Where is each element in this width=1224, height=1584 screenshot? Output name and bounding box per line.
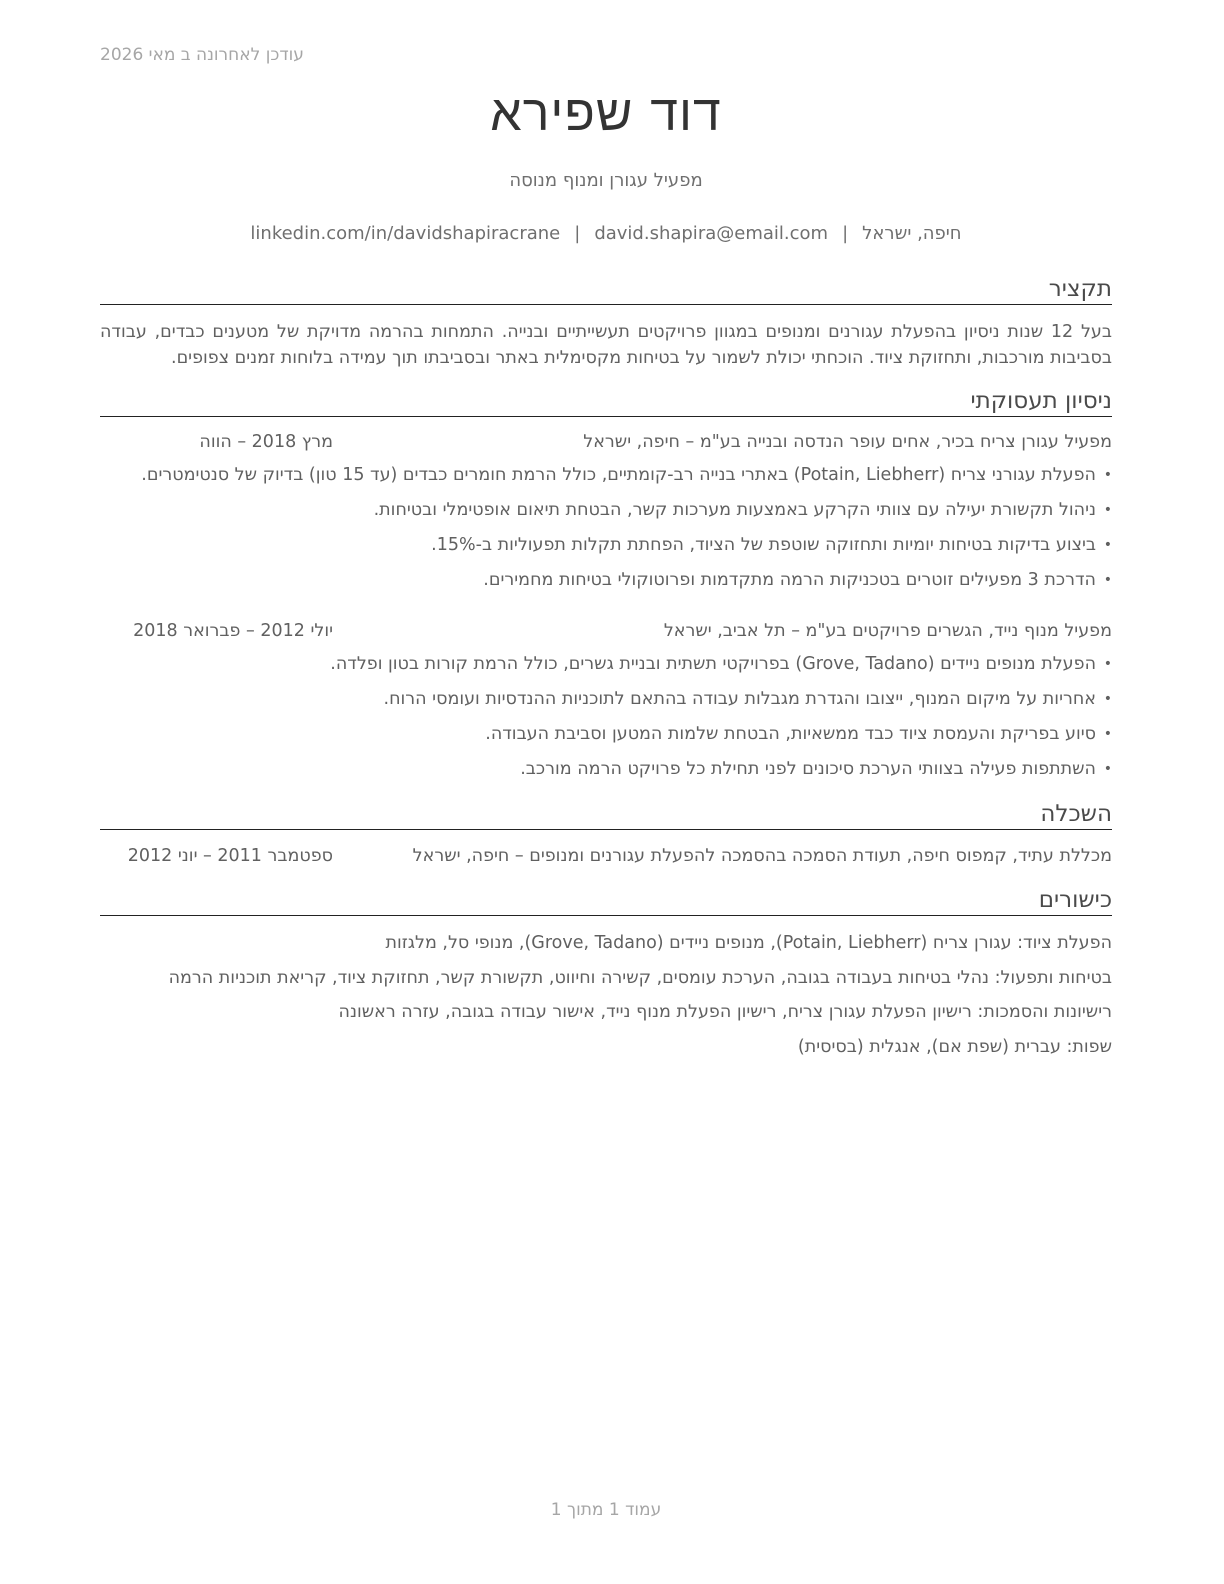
contact-line (100, 223, 1112, 244)
last-updated-note: עודכן לאחרונה ב מאי 2026 (100, 45, 304, 65)
contact-location: חיפה, ישראל (862, 223, 962, 244)
section-heading-experience: ניסיון תעסוקתי (100, 387, 1112, 417)
candidate-name: דוד שפירא (490, 84, 722, 142)
job-title: מפעיל עגורן צריח בכיר, אחים עופר הנדסה ובנייה בע"מ – חיפה, ישראל (583, 432, 1112, 452)
contact-email[interactable]: david.shapira@email.com (594, 223, 829, 244)
contact-separator: | (574, 223, 581, 244)
skills-list (100, 930, 1112, 1068)
job-bullets (100, 462, 1112, 602)
summary-text: בעל 12 שנות ניסיון בהפעלת עגורנים ומנופים במגוון פרויקטים תעשייתיים ובנייה. התמחות בהרמה מדויקת של מטענים כבדים, עבודה בסביבות מורכבות, ותחזוקת ציוד. הוכחתי יכולת לשמור על בטיחות מקסימלית באתר ובסביבתו תוך עמידה בלוחות זמנים צפופים. (100, 322, 1112, 368)
skill-line: שפות: עברית (שפת אם), אנגלית (בסיסית) (797, 1036, 1112, 1057)
job-bullet: • הפעלת עגורני צריח (Potain, Liebherr) באתרי בנייה רב-קומתיים, כולל הרמת חומרים כבדים (עד 15 טון) בדיוק של סנטימטרים. (100, 462, 1112, 497)
job-bullet: • הדרכת 3 מפעילים זוטרים בטכניקות הרמה מתקדמות ופרוטוקולי בטיחות מחמירים. (100, 567, 1112, 602)
job-bullet: • אחריות על מיקום המנוף, ייצובו והגדרת מגבלות עבודה בהתאם לתוכניות ההנדסיות ועומסי הרוח. (100, 686, 1112, 721)
contact-separator: | (842, 223, 849, 244)
job-header (100, 621, 1112, 645)
job-dates: יולי 2012 – פברואר 2018 (133, 621, 333, 641)
job-bullet: • הפעלת מנופים ניידים (Grove, Tadano) בפרויקטי תשתית ובניית גשרים, כולל הרמת קורות בטון ופלדה. (100, 651, 1112, 686)
education-dates: ספטמבר 2011 – יוני 2012 (127, 846, 333, 866)
job-bullet: • השתתפות פעילה בצוותי הערכת סיכונים לפני תחילת כל פרויקט הרמה מורכב. (100, 756, 1112, 791)
contact-linkedin[interactable]: linkedin.com/in/davidshapiracrane (250, 223, 561, 244)
candidate-subtitle: מפעיל עגורן ומנוף מנוסה (509, 170, 703, 191)
job-bullet: • סיוע בפריקת והעמסת ציוד כבד ממשאיות, הבטחת שלמות המטען וסביבת העבודה. (100, 721, 1112, 756)
section-heading-summary: תקציר (100, 275, 1112, 305)
job-bullets (100, 651, 1112, 791)
page-number: עמוד 1 מתוך 1 (550, 1500, 662, 1520)
section-heading-skills: כישורים (100, 886, 1112, 916)
job-bullet: • ביצוע בדיקות בטיחות יומיות ותחזוקה שוטפת של הציוד, הפחתת תקלות תפעוליות ב-15%. (100, 532, 1112, 567)
job-header (100, 432, 1112, 456)
job-title: מפעיל מנוף נייד, הגשרים פרויקטים בע"מ – תל אביב, ישראל (663, 621, 1112, 641)
job-bullet: • ניהול תקשורת יעילה עם צוותי הקרקע באמצעות מערכות קשר, הבטחת תיאום אופטימלי ובטיחות. (100, 497, 1112, 532)
skill-line: בטיחות ותפעול: נהלי בטיחות בעבודה בגובה, הערכת עומסים, קשירה וחיווט, תקשורת קשר, תחזוקת ציוד, קריאת תוכניות הרמה (168, 967, 1112, 988)
skill-line: הפעלת ציוד: עגורן צריח (Potain, Liebherr), מנופים ניידים (Grove, Tadano), מנופי סל, מלגזות (385, 933, 1112, 953)
education-title: מכללת עתיד, קמפוס חיפה, תעודת הסמכה בהסמכה להפעלת עגורנים ומנופים – חיפה, ישראל (412, 846, 1112, 866)
section-heading-education: השכלה (100, 800, 1112, 830)
education-header (100, 846, 1112, 870)
resume-page (100, 0, 1112, 1584)
job-dates: מרץ 2018 – הווה (199, 432, 333, 452)
skill-line: רישיונות והסמכות: רישיון הפעלת עגורן צריח, רישיון הפעלת מנוף נייד, אישור עבודה בגובה, עזרה ראשונה (338, 1002, 1112, 1022)
